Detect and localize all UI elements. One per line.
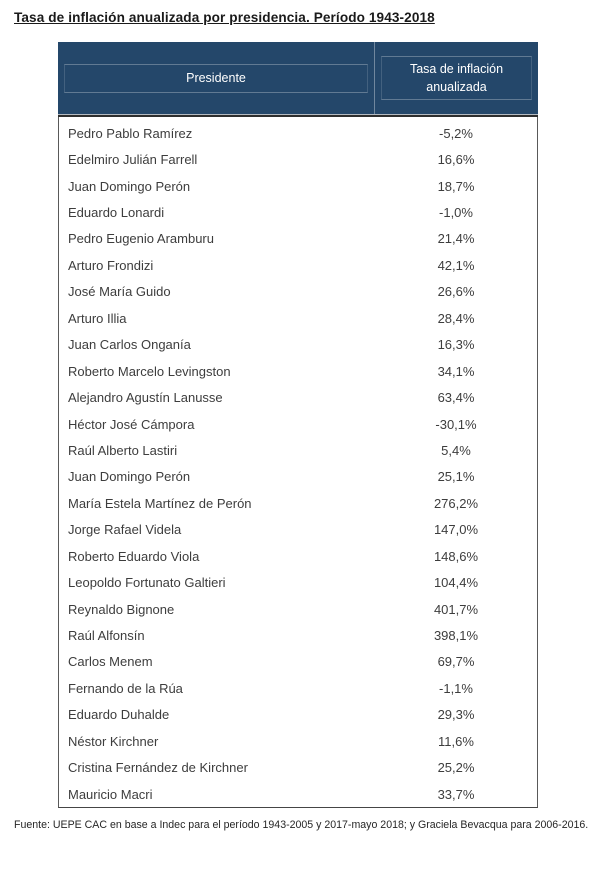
president-name-cell: Pedro Pablo Ramírez [68,125,193,141]
table-row [59,622,537,648]
header-label-tasa: Tasa de inflación anualizada [381,56,532,100]
inflation-value-cell: 18,7% [437,178,475,194]
president-name-cell: José María Guido [68,284,171,300]
table-row [59,199,537,225]
table-row [59,781,537,807]
inflation-value-cell: 147,0% [433,522,479,538]
source-note: Fuente: UEPE CAC en base a Indec para el período 1943-2005 y 2017-mayo 2018; y Graciela Bevacqua para 2006-2016. [14,819,589,831]
president-name-cell: Arturo Illia [68,310,127,326]
page-title: Tasa de inflación anualizada por presidencia. Período 1943-2018 [14,10,435,25]
table-row [59,464,537,490]
president-name-cell: Raúl Alberto Lastiri [68,442,178,458]
president-name-cell: Juan Domingo Perón [68,178,191,194]
table-row [59,120,537,146]
table-body [58,117,538,808]
table-row [59,437,537,463]
president-name-cell: Roberto Eduardo Viola [68,548,200,564]
president-name-cell: Néstor Kirchner [68,733,159,749]
table-row [59,279,537,305]
inflation-value-cell: 25,1% [437,469,475,485]
table-row [59,358,537,384]
table-header [58,42,538,115]
table-row [59,649,537,675]
inflation-value-cell: 34,1% [437,363,475,379]
table-row [59,543,537,569]
inflation-value-cell: 29,3% [437,707,475,723]
inflation-value-cell: -30,1% [435,416,477,432]
president-name-cell: Fernando de la Rúa [68,680,183,696]
inflation-value-cell: 42,1% [437,257,475,273]
inflation-value-cell: -1,0% [439,205,473,221]
table-row [59,728,537,754]
president-name-cell: Leopoldo Fortunato Galtieri [68,575,226,591]
table-row [59,755,537,781]
table-row [59,675,537,701]
inflation-value-cell: 16,6% [437,152,475,168]
inflation-value-cell: 104,4% [433,575,479,591]
table-row [59,596,537,622]
table-row [59,517,537,543]
president-name-cell: Héctor José Cámpora [68,416,195,432]
table-row [59,490,537,516]
inflation-value-cell: 16,3% [437,337,475,353]
president-name-cell: Pedro Eugenio Aramburu [68,231,214,247]
president-name-cell: Reynaldo Bignone [68,601,175,617]
inflation-value-cell: -5,2% [439,125,473,141]
table-row [59,702,537,728]
president-name-cell: Jorge Rafael Videla [68,522,182,538]
president-name-cell: María Estela Martínez de Perón [68,495,252,511]
president-name-cell: Raúl Alfonsín [68,628,145,644]
inflation-value-cell: 28,4% [437,310,475,326]
inflation-value-cell: -1,1% [439,680,473,696]
inflation-value-cell: 25,2% [437,760,475,776]
president-name-cell: Edelmiro Julián Farrell [68,152,198,168]
president-name-cell: Eduardo Lonardi [68,205,165,221]
header-cell-tasa [375,42,538,114]
inflation-table [58,42,538,808]
president-name-cell: Juan Carlos Onganía [68,337,191,353]
inflation-value-cell: 21,4% [437,231,475,247]
table-row [59,252,537,278]
table-row [59,332,537,358]
president-name-cell: Carlos Menem [68,654,153,670]
table-row [59,305,537,331]
inflation-value-cell: 398,1% [433,628,479,644]
inflation-value-cell: 11,6% [438,733,474,749]
inflation-value-cell: 33,7% [437,786,475,802]
inflation-value-cell: 5,4% [441,442,471,458]
inflation-value-cell: 69,7% [437,654,475,670]
table-row [59,569,537,595]
table-row [59,146,537,172]
table-row [59,173,537,199]
table-row [59,411,537,437]
inflation-value-cell: 401,7% [433,601,479,617]
inflation-value-cell: 148,6% [433,548,479,564]
table-row [59,226,537,252]
president-name-cell: Alejandro Agustín Lanusse [68,390,223,406]
table-row [59,384,537,410]
president-name-cell: Juan Domingo Perón [68,469,191,485]
president-name-cell: Eduardo Duhalde [68,707,170,723]
inflation-value-cell: 276,2% [433,495,479,511]
inflation-value-cell: 63,4% [437,390,475,406]
president-name-cell: Arturo Frondizi [68,257,154,273]
president-name-cell: Roberto Marcelo Levingston [68,363,231,379]
header-cell-presidente [58,42,375,114]
inflation-value-cell: 26,6% [437,284,475,300]
president-name-cell: Cristina Fernández de Kirchner [68,760,248,776]
header-label-presidente: Presidente [64,64,368,93]
president-name-cell: Mauricio Macri [68,786,153,802]
